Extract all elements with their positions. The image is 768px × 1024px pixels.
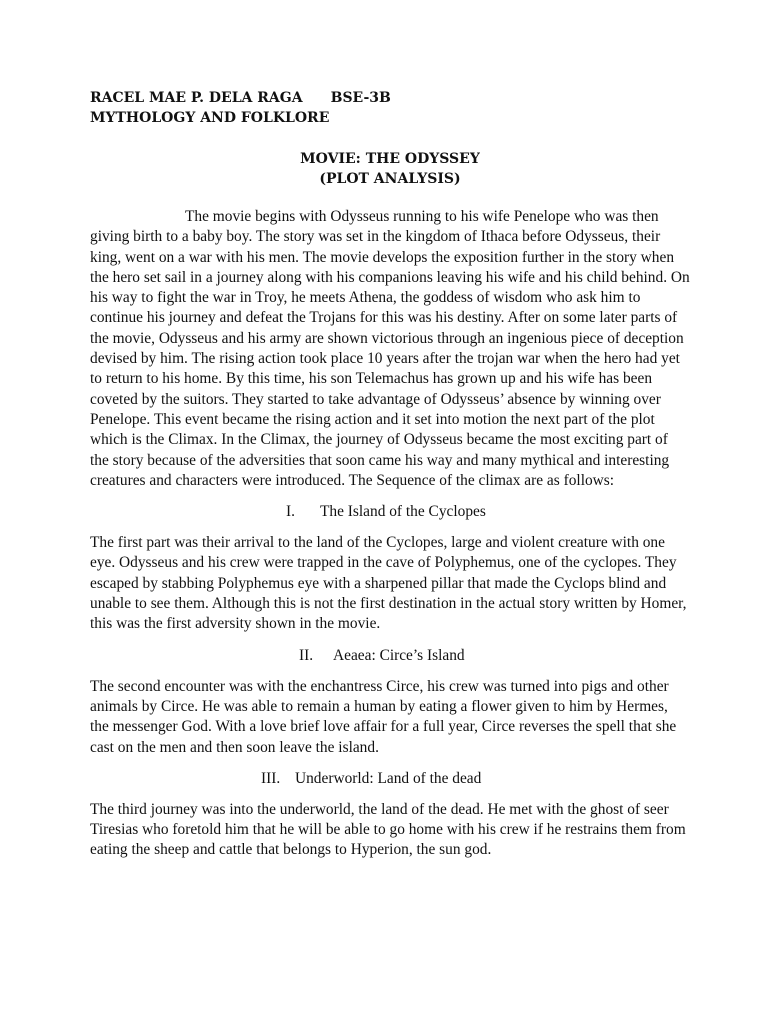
section-paragraph-1: The first part was their arrival to the land of the Cyclopes, large and violent creature with one eye. Odysseus and his crew were trapped in the cave of Polyphemus, one of the cyclopes. They escaped by stabbing Polyphemus eye with a sharpened pillar that made the Cyclops blind and unable to see them. Although this is not the first destination in the actual story written by Homer, this was the first adversity shown in the movie. [90, 534, 687, 633]
section-heading-3 [90, 769, 690, 789]
section-number: III. [261, 769, 281, 787]
title-line-2: (PLOT ANALYSIS) [319, 171, 461, 187]
section-heading-2 [90, 646, 690, 666]
class-section: BSE-3B [330, 90, 391, 106]
course-name: MYTHOLOGY AND FOLKLORE [90, 110, 330, 126]
document-page [90, 88, 690, 861]
section-paragraph-3: The third journey was into the underworld, the land of the dead. He met with the ghost of seer Tiresias who foretold him that he will be able to go home with his crew if he restrains them from eating the sheep and cattle that belongs to Hyperion, the sun god. [90, 800, 686, 859]
section-number: II. [299, 646, 314, 664]
section-paragraph-2: The second encounter was with the enchantress Circe, his crew was turned into pigs and other animals by Circe. He was able to remain a human by eating a flower given to him by Hermes, the messenger God. With a love brief love affair for a full year, Circe reverses the spell that she cast on the men and then soon leave the island. [90, 677, 677, 756]
author-name: RACEL MAE P. DELA RAGA [90, 90, 303, 106]
intro-paragraph: The movie begins with Odysseus running to his wife Penelope who was then giving birth to a baby boy. The story was set in the kingdom of Ithaca before Odysseus, their king, went on a war with his men. The movie develops the exposition further in the story when the hero set sail in a journey along with his companions leaving his wife and his child behind. On his way to fight the war in Troy, he meets Athena, the goddess of wisdom who ask him to continue his journey and defeat the Trojans for this was his destiny. After on some later parts of the movie, Odysseus and his army are shown victorious through an ingenious piece of deception devised by him. The rising action took place 10 years after the trojan war when the hero had yet to return to his home. By this time, his son Telemachus has grown up and his wife has been coveted by the suitors. They started to take advantage of Odysseus’ absence by winning over Penelope. This event became the rising action and it set into motion the next part of the plot which is the Climax. In the Climax, the journey of Odysseus became the most exciting part of the story because of the adversities that soon came his way and many mythical and interesting creatures and characters were introduced. The Sequence of the climax are as follows: [90, 208, 690, 489]
section-title: Underworld: Land of the dead [295, 769, 482, 787]
document-title [90, 149, 690, 189]
section-title: The Island of the Cyclopes [320, 503, 486, 521]
section-number: I. [286, 503, 295, 521]
author-line [90, 88, 690, 108]
section-heading-1 [90, 502, 690, 522]
section-title: Aeaea: Circe’s Island [333, 646, 465, 664]
title-line-1: MOVIE: THE ODYSSEY [300, 151, 480, 167]
course-line [90, 108, 690, 128]
